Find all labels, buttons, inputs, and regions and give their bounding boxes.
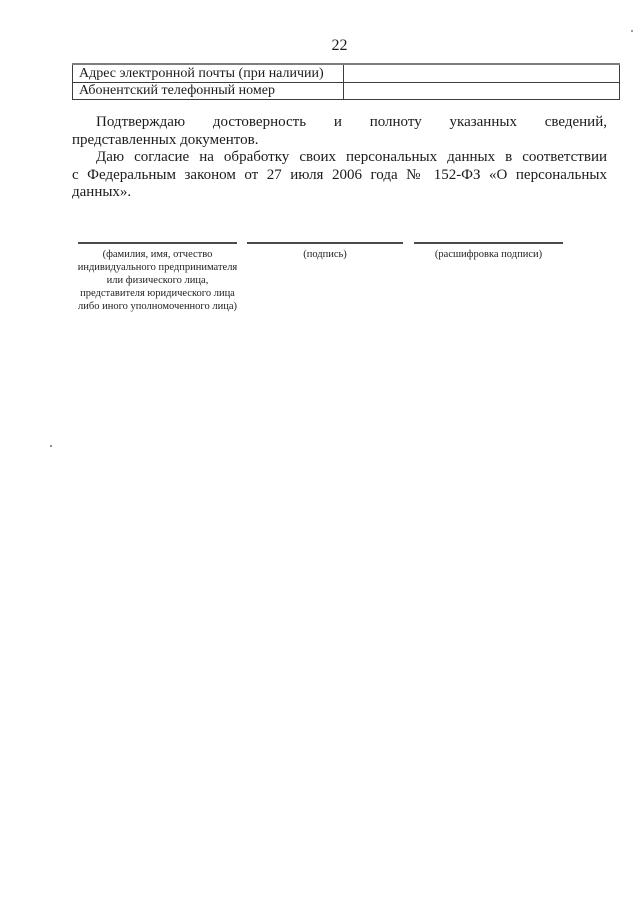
paragraph-line: Подтверждаю достоверность и полноту указанных сведений,	[96, 114, 607, 130]
signature-caption-transcript	[414, 248, 563, 261]
signature-section	[72, 242, 607, 332]
paragraph-line: данных».	[72, 184, 132, 200]
page-number: 22	[331, 37, 348, 54]
caption-line: индивидуального предпринимателя	[77, 262, 238, 273]
form-table	[72, 63, 620, 100]
paragraph-line: представленных документов.	[72, 131, 259, 148]
caption-line: представителя юридического лица	[80, 288, 235, 299]
row-label-phone: Абонентский телефонный номер	[73, 83, 344, 100]
table-row	[73, 64, 620, 83]
signature-caption-sign	[247, 248, 403, 261]
caption-line: (подпись)	[303, 249, 347, 260]
paragraph-line: с Федеральным законом от 27 июля 2006 года № 152-ФЗ «О персональных	[72, 166, 607, 183]
paragraph-line: Даю согласие на обработку своих персональных данных в соответствии	[96, 149, 607, 165]
signature-line-name	[78, 242, 237, 244]
caption-line: либо иного уполномоченного лица)	[78, 301, 237, 312]
caption-line: (расшифровка подписи)	[434, 249, 543, 260]
scan-artifact-speck	[50, 445, 52, 447]
signature-line-sign	[247, 242, 403, 244]
paragraph-confirmation	[72, 114, 607, 149]
row-value-phone	[344, 83, 620, 100]
scan-artifact-speck	[631, 30, 633, 32]
signature-line-transcript	[414, 242, 563, 244]
body-text	[72, 114, 607, 202]
signature-field-transcript	[414, 242, 563, 261]
row-label-email: Адрес электронной почты (при наличии)	[73, 64, 344, 83]
contact-table-section	[72, 63, 607, 100]
paragraph-consent	[72, 149, 607, 202]
signature-field-sign	[247, 242, 403, 261]
table-row	[73, 83, 620, 100]
caption-line: (фамилия, имя, отчество	[102, 249, 213, 260]
caption-line: или физического лица,	[106, 275, 209, 286]
signature-caption-name	[62, 248, 253, 313]
signature-field-name	[78, 242, 237, 313]
row-value-email	[344, 64, 620, 83]
